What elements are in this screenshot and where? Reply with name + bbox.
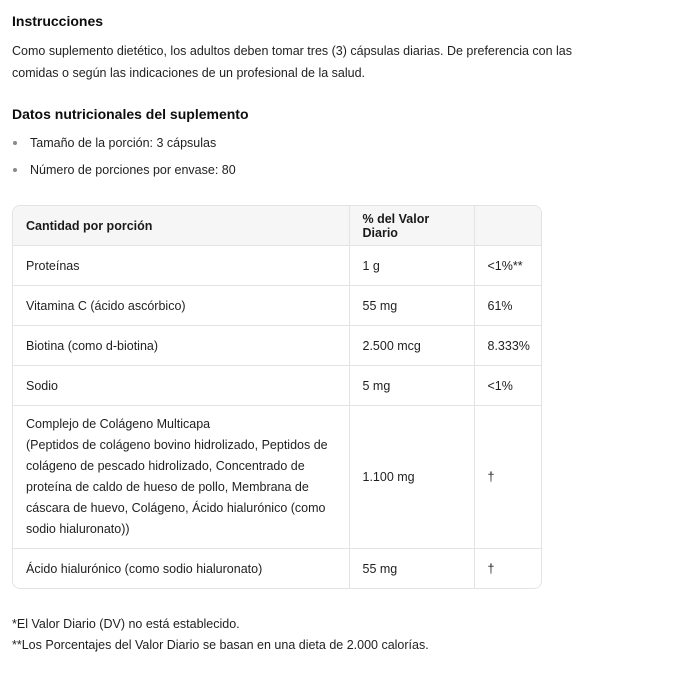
nutrient-name: Complejo de Colágeno Multicapa (26, 417, 211, 431)
nutrient-dv: 61% (474, 286, 541, 326)
list-item (12, 132, 236, 159)
nutrient-name: Sodio (13, 366, 349, 406)
footnote-dv-not-established: *El Valor Diario (DV) no está establecido. (12, 617, 240, 631)
nutrient-amount: 1.100 mg (349, 406, 474, 549)
nutrient-dv: † (474, 406, 541, 549)
servings-per-container: Número de porciones por envase: 80 (30, 163, 236, 177)
table-row (13, 286, 541, 326)
bullet-icon (13, 141, 17, 145)
table-row (13, 246, 541, 286)
nutrient-amount: 55 mg (349, 286, 474, 326)
header-daily-value: % del Valor Diario (349, 206, 474, 246)
table-row (13, 549, 541, 589)
nutrient-amount: 5 mg (349, 366, 474, 406)
nutrition-heading: Datos nutricionales del suplemento (12, 106, 249, 122)
serving-size: Tamaño de la porción: 3 cápsulas (30, 136, 217, 150)
footnote-daily-value-basis: **Los Porcentajes del Valor Diario se basan en una dieta de 2.000 calorías. (12, 638, 429, 652)
table-row (13, 366, 541, 406)
bullet-icon (13, 168, 17, 172)
nutrient-detail: (Peptidos de colágeno bovino hidrolizado, Peptidos de colágeno de pescado hidrolizado, Concentrado de proteína de caldo de hueso de pollo, Membrana de cáscara de huevo, Colágeno, Ácido hialurónico (como sodio hialuronato)) (26, 438, 328, 536)
table-header-row (13, 206, 541, 246)
nutrient-dv: <1% (474, 366, 541, 406)
instructions-heading: Instrucciones (12, 13, 104, 29)
nutrient-amount: 1 g (349, 246, 474, 286)
nutrient-name: Proteínas (13, 246, 349, 286)
nutrient-dv: † (487, 561, 495, 576)
nutrient-amount: 55 mg (349, 549, 474, 589)
nutrient-amount: 2.500 mcg (349, 326, 474, 366)
header-amount-per-serving: Cantidad por porción (13, 206, 349, 246)
nutrient-name: Vitamina C (ácido ascórbico) (13, 286, 349, 326)
nutrient-name: Ácido hialurónico (como sodio hialuronato) (13, 549, 349, 589)
instructions-text: Como suplemento dietético, los adultos deben tomar tres (3) cápsulas diarias. De preferencia con las comidas o según las indicaciones de un profesional de la salud. (12, 44, 573, 80)
header-empty (474, 206, 541, 246)
nutrient-name-complex (13, 406, 349, 549)
footnotes (12, 614, 429, 656)
table-row (13, 326, 541, 366)
table-row (13, 406, 541, 549)
nutrient-name: Biotina (como d-biotina) (13, 326, 349, 366)
serving-facts-list (12, 132, 236, 186)
nutrition-table (12, 205, 542, 589)
list-item (12, 159, 236, 186)
nutrient-dv: <1%** (474, 246, 541, 286)
nutrient-dv: 8.333% (474, 326, 541, 366)
